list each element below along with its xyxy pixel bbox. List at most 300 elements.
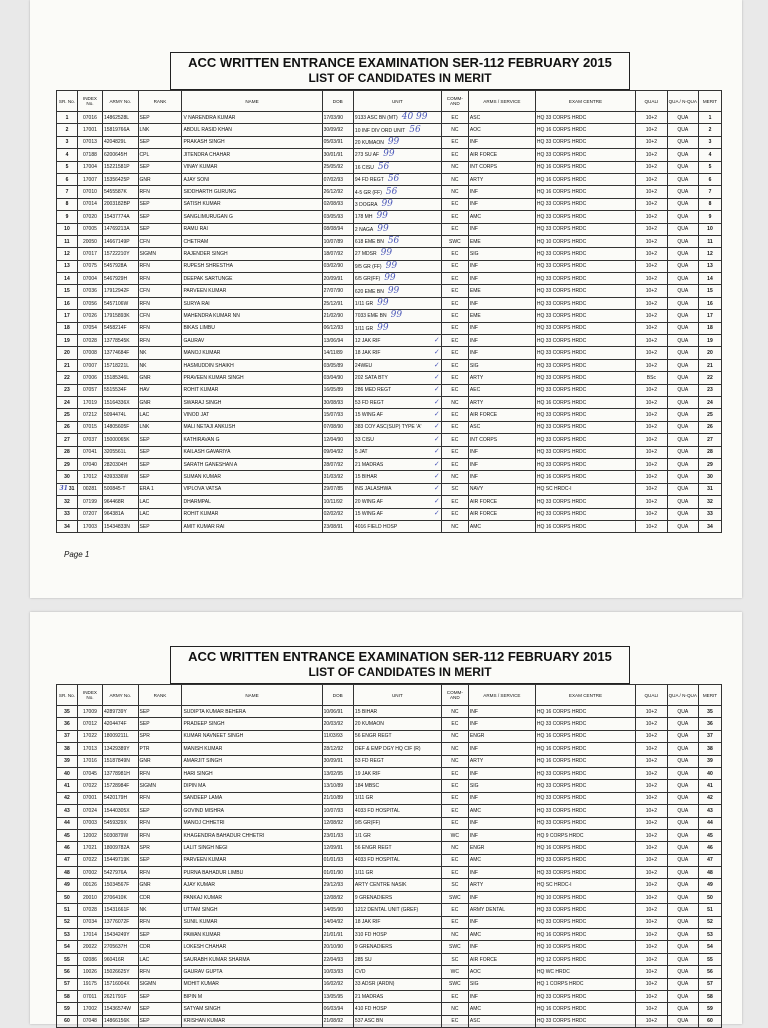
cell-text: SIGMN: [139, 783, 156, 790]
cell-text: SEP: [139, 226, 150, 233]
cell-text: 52: [707, 919, 713, 926]
table-cell: [535, 198, 635, 210]
table-cell: [698, 384, 721, 396]
cell-text: SAURABH KUMAR SHARMA: [183, 956, 250, 963]
table-cell: [138, 186, 182, 198]
cell-text: 16/05/89: [323, 387, 344, 394]
table-cell: [535, 706, 635, 718]
handwritten-mark: 99: [384, 273, 396, 284]
cell-text: 43: [707, 807, 713, 814]
table-cell: [77, 508, 102, 520]
cell-text: SEP: [139, 708, 150, 715]
cell-text: 10+2: [645, 461, 658, 468]
cell-text: ABDUL RASID KHAN: [183, 127, 232, 134]
table-cell: [441, 780, 468, 792]
table-cell: [322, 347, 353, 359]
cell-text: 29: [707, 461, 713, 468]
cell-text: QUA: [677, 981, 689, 988]
table-row: [57, 792, 722, 804]
cell-text: QUA: [677, 708, 689, 715]
table-cell: [182, 471, 322, 483]
tick-mark: ✓: [433, 349, 440, 357]
table-cell: [636, 1015, 667, 1027]
table-cell: [468, 879, 535, 891]
table-cell: [441, 990, 468, 1002]
cell-text: 20/10/90: [323, 944, 344, 951]
cell-text: KAILASH GAVARIYA: [183, 449, 231, 456]
table-cell: [57, 879, 78, 891]
table-cell: [182, 966, 322, 978]
cell-text: 16 CISU: [354, 164, 374, 171]
cell-text: 18 JAK RIF: [354, 350, 381, 357]
cell-text: 53: [707, 931, 713, 938]
cell-text: 27/07/90: [323, 288, 344, 295]
table-cell: [667, 223, 698, 235]
tick-mark: ✓: [433, 485, 440, 493]
table-cell: [535, 161, 635, 173]
table-cell: [535, 285, 635, 297]
table-cell: [698, 767, 721, 779]
cell-text: EME: [469, 238, 481, 245]
cell-text: 14862528L: [104, 114, 130, 121]
tick-mark: ✓: [433, 336, 440, 344]
cell-text: 32: [64, 498, 70, 505]
table-cell: [667, 891, 698, 903]
column-header: MERIT: [698, 91, 721, 112]
table-cell: [636, 767, 667, 779]
table-cell: [353, 198, 441, 210]
cell-text: 49: [707, 882, 713, 889]
cell-text: EME: [469, 312, 481, 319]
cell-text: AIR FORCE: [469, 498, 498, 505]
column-header: UNIT: [353, 685, 441, 706]
table-cell: [77, 273, 102, 285]
table-cell: [182, 508, 322, 520]
table-cell: [667, 966, 698, 978]
cell-text: 1/11 GR: [354, 325, 374, 332]
table-cell: [441, 916, 468, 928]
cell-text: 10+2: [645, 424, 658, 431]
cell-text: 58: [707, 993, 713, 1000]
table-row: [57, 260, 722, 272]
table-cell: [57, 273, 78, 285]
table-cell: [322, 409, 353, 421]
column-header: NAME: [182, 685, 322, 706]
column-header: QUA / N-QUA: [667, 91, 698, 112]
cell-text: 14667149P: [104, 238, 130, 245]
cell-text: RFN: [139, 820, 150, 827]
cell-text: 2 NAGA: [354, 226, 374, 233]
table-cell: [322, 396, 353, 408]
cell-text: INF: [469, 745, 478, 752]
cell-text: 18: [64, 325, 70, 332]
table-row: [57, 285, 722, 297]
cell-text: 07022: [83, 783, 97, 790]
table-cell: [57, 335, 78, 347]
cell-text: QUA: [677, 944, 689, 951]
table-cell: [322, 755, 353, 767]
cell-text: AIR FORCE: [469, 412, 498, 419]
table-cell: [182, 186, 322, 198]
cell-text: HQ 33 CORPS HRDC: [536, 226, 587, 233]
cell-text: 48: [64, 869, 70, 876]
cell-text: 10+2: [645, 362, 658, 369]
cell-text: NC: [451, 127, 459, 134]
cell-text: 02/08/93: [323, 201, 344, 208]
cell-text: 17016: [83, 758, 97, 765]
table-cell: [353, 496, 441, 508]
table-cell: [138, 854, 182, 866]
cell-text: 5458214F: [104, 325, 127, 332]
tick-mark: ✓: [433, 411, 440, 419]
cell-text: SEP: [139, 139, 150, 146]
cell-text: 50: [64, 894, 70, 901]
cell-text: EC: [451, 114, 459, 121]
cell-text: PRADEEP SINGH: [183, 721, 225, 728]
table-cell: [103, 483, 139, 495]
cell-text: AMC: [469, 857, 482, 864]
table-cell: [138, 867, 182, 879]
cell-text: QUA: [677, 387, 689, 394]
cell-text: EC: [451, 337, 459, 344]
cell-text: QUA: [677, 362, 689, 369]
column-header: ARMY No.: [103, 685, 139, 706]
table-cell: [636, 483, 667, 495]
cell-text: 9 GRENADIERS: [354, 944, 393, 951]
table-cell: [103, 198, 139, 210]
table-cell: [57, 173, 78, 185]
cell-text: 17003: [83, 523, 97, 530]
cell-text: 14/11/89: [323, 350, 343, 357]
table-cell: [182, 359, 322, 371]
merit-list-page-2: [30, 612, 742, 1024]
cell-text: NC: [451, 474, 459, 481]
cell-text: 21: [707, 362, 713, 369]
cell-text: HQ 10 CORPS HRDC: [536, 894, 587, 901]
cell-text: 30/08/93: [323, 399, 344, 406]
table-cell: [353, 409, 441, 421]
cell-text: 4: [708, 151, 712, 158]
table-cell: [667, 496, 698, 508]
table-cell: [57, 161, 78, 173]
table-cell: [636, 235, 667, 247]
table-cell: [322, 273, 353, 285]
cell-text: 25/05/92: [323, 164, 344, 171]
cell-text: 10+2: [645, 770, 658, 777]
cell-text: 15437774A: [104, 213, 130, 220]
table-row: [57, 916, 722, 928]
table-cell: [322, 285, 353, 297]
table-cell: [138, 780, 182, 792]
table-cell: [57, 767, 78, 779]
table-cell: [138, 434, 182, 446]
cell-text: 14: [64, 275, 70, 282]
table-cell: [667, 372, 698, 384]
cell-text: 1: [708, 114, 712, 121]
cell-text: 10+2: [645, 919, 658, 926]
table-cell: [57, 260, 78, 272]
table-cell: [698, 706, 721, 718]
table-cell: [468, 792, 535, 804]
table-cell: [182, 780, 322, 792]
cell-text: GNR: [139, 176, 151, 183]
cell-text: 21/02/90: [323, 312, 344, 319]
table-cell: [353, 458, 441, 470]
exam-title: ACC WRITTEN ENTRANCE EXAMINATION SER-112 FEBRUARY 2015: [188, 55, 612, 70]
table-cell: [103, 260, 139, 272]
table-cell: [535, 186, 635, 198]
table-cell: [698, 124, 721, 136]
column-header: ARMS / SERVICE: [468, 685, 535, 706]
cell-text: 17013: [83, 745, 97, 752]
cell-text: BIPIN M: [183, 993, 203, 1000]
cell-text: 16: [64, 300, 70, 307]
cell-text: EC: [451, 213, 459, 220]
cell-text: 10+2: [645, 189, 658, 196]
table-cell: [322, 335, 353, 347]
cell-text: SEP: [139, 436, 150, 443]
cell-text: EC: [451, 424, 459, 431]
table-cell: [698, 161, 721, 173]
table-cell: [698, 471, 721, 483]
table-cell: [698, 446, 721, 458]
cell-text: 23/01/93: [323, 832, 344, 839]
cell-text: 15164336X: [104, 399, 130, 406]
cell-text: HQ 33 CORPS HRDC: [536, 300, 587, 307]
cell-text: 15728984F: [104, 783, 130, 790]
cell-text: 10+2: [645, 844, 658, 851]
table-cell: [322, 767, 353, 779]
cell-text: 10+2: [645, 968, 658, 975]
table-cell: [103, 755, 139, 767]
cell-text: 07001: [83, 795, 97, 802]
cell-text: QUA: [677, 151, 689, 158]
cell-text: 20 KUMAON: [354, 139, 384, 146]
cell-text: 23/08/91: [323, 523, 344, 530]
cell-text: KHAGENDRA BAHADUR CHHETRI: [183, 832, 265, 839]
cell-text: 07014: [83, 201, 97, 208]
cell-text: 10+2: [645, 213, 658, 220]
table-cell: [698, 483, 721, 495]
table-cell: [103, 434, 139, 446]
column-header: QUALI: [636, 91, 667, 112]
cell-text: 48: [707, 869, 713, 876]
cell-text: 56 ENGR REGT: [354, 733, 392, 740]
cell-text: 10+2: [645, 857, 658, 864]
table-cell: [103, 347, 139, 359]
table-cell: [57, 136, 78, 148]
cell-text: JITENDRA CHAHAR: [183, 151, 231, 158]
cell-text: 06/12/93: [323, 325, 344, 332]
cell-text: INF: [469, 201, 478, 208]
cell-text: 20 KUMAON: [354, 721, 384, 728]
table-cell: [468, 990, 535, 1002]
cell-text: 24: [64, 399, 70, 406]
table-cell: [77, 743, 102, 755]
cell-text: 12: [707, 250, 713, 257]
cell-text: AMC: [469, 523, 482, 530]
table-cell: [535, 124, 635, 136]
cell-text: QUA: [677, 226, 689, 233]
cell-text: SEP: [139, 807, 150, 814]
table-cell: [322, 508, 353, 520]
cell-text: SIGMN: [139, 981, 156, 988]
cell-text: HQ 33 CORPS HRDC: [536, 498, 587, 505]
cell-text: 537 ASC BN: [354, 1018, 383, 1025]
cell-text: 46: [64, 844, 70, 851]
table-cell: [667, 842, 698, 854]
table-row: [57, 743, 722, 755]
cell-text: PARVEEN KUMAR: [183, 857, 227, 864]
cell-text: 15034567F: [104, 882, 130, 889]
table-row: [57, 842, 722, 854]
cell-text: HQ 33 CORPS HRDC: [536, 213, 587, 220]
table-cell: [698, 792, 721, 804]
handwritten-mark: 99: [385, 260, 398, 271]
cell-text: QUA: [677, 474, 689, 481]
cell-text: 30/09/92: [323, 127, 344, 134]
table-cell: [353, 904, 441, 916]
cell-text: 10+2: [645, 511, 658, 518]
table-cell: [636, 842, 667, 854]
cell-text: INF: [469, 275, 478, 282]
cell-text: ARTY CENTRE NASIK: [354, 882, 407, 889]
cell-text: 273 SU AF: [354, 152, 380, 159]
table-cell: [77, 990, 102, 1002]
table-cell: [535, 322, 635, 334]
table-cell: [182, 743, 322, 755]
cell-text: 40: [64, 770, 70, 777]
table-cell: [698, 149, 721, 161]
table-cell: [57, 347, 78, 359]
handwritten-mark: 99: [380, 248, 393, 259]
cell-text: 10/07/93: [323, 807, 344, 814]
cell-text: SWC: [449, 238, 461, 245]
cell-text: CHETRAM: [183, 238, 209, 245]
table-cell: [77, 124, 102, 136]
table-cell: [182, 953, 322, 965]
cell-text: RFN: [139, 189, 150, 196]
table-cell: [667, 829, 698, 841]
cell-text: 202 SATA BTY: [354, 374, 388, 381]
cell-text: ARTY: [469, 374, 484, 381]
table-cell: [77, 867, 102, 879]
cell-text: HQ 16 CORPS HRDC: [536, 733, 587, 740]
table-cell: [636, 409, 667, 421]
table-cell: [468, 235, 535, 247]
table-cell: [667, 755, 698, 767]
cell-text: 15221581P: [104, 164, 130, 171]
table-cell: [441, 842, 468, 854]
cell-text: RFN: [139, 968, 150, 975]
cell-text: RFN: [139, 275, 150, 282]
title-box: [170, 52, 630, 90]
cell-text: 960416R: [104, 956, 125, 963]
cell-text: ERA 1: [139, 486, 154, 493]
cell-text: WC: [450, 832, 459, 839]
table-cell: [667, 792, 698, 804]
cell-text: HQ 33 CORPS HRDC: [536, 151, 587, 158]
table-cell: [138, 879, 182, 891]
cell-text: 10+2: [645, 399, 658, 406]
cell-text: SIDDHARTH GURUNG: [183, 189, 237, 196]
cell-text: NC: [451, 164, 459, 171]
table-cell: [353, 780, 441, 792]
cell-text: 10+2: [645, 114, 658, 121]
tick-mark: ✓: [433, 460, 440, 468]
table-row: [57, 322, 722, 334]
table-row: [57, 730, 722, 742]
cell-text: 10/06/91: [323, 708, 344, 715]
cell-text: 15722210Y: [104, 250, 130, 257]
table-cell: [77, 520, 102, 532]
cell-text: 09/04/92: [323, 449, 344, 456]
cell-text: HQ 33 CORPS HRDC: [536, 350, 587, 357]
cell-text: HQ 33 CORPS HRDC: [536, 424, 587, 431]
table-cell: [353, 483, 441, 495]
cell-text: 45: [707, 832, 713, 839]
cell-text: 07007: [83, 362, 97, 369]
table-cell: [103, 805, 139, 817]
cell-text: 44: [64, 820, 70, 827]
cell-text: GNR: [139, 399, 151, 406]
table-cell: [77, 953, 102, 965]
table-cell: [322, 260, 353, 272]
column-header: SR. No.: [57, 91, 78, 112]
table-cell: [441, 854, 468, 866]
table-cell: [182, 483, 322, 495]
table-cell: [535, 458, 635, 470]
cell-text: HQ 16 CORPS HRDC: [536, 399, 587, 406]
cell-text: 56: [707, 968, 713, 975]
table-cell: [182, 198, 322, 210]
cell-text: 1/11 GR: [354, 869, 374, 876]
cell-text: NK: [139, 362, 147, 369]
column-header: NAME: [182, 91, 322, 112]
table-cell: [103, 223, 139, 235]
handwritten-mark: 99: [377, 322, 389, 333]
cell-text: HQ 33 CORPS HRDC: [536, 312, 587, 319]
cell-text: 184 MBSC: [354, 783, 380, 790]
table-cell: [468, 409, 535, 421]
table-row: [57, 211, 722, 223]
table-cell: [77, 767, 102, 779]
cell-text: 07045: [83, 770, 97, 777]
cell-text: HASMUDDIN SHAIKH: [183, 362, 234, 369]
cell-text: ROHIT KUMAR: [183, 387, 219, 394]
table-cell: [353, 941, 441, 953]
cell-text: SPR: [139, 844, 150, 851]
column-header: MERIT: [698, 685, 721, 706]
table-cell: [698, 223, 721, 235]
cell-text: 410 FD HOSP: [354, 1006, 387, 1013]
table-cell: [667, 879, 698, 891]
table-cell: [57, 817, 78, 829]
cell-text: RFN: [139, 300, 150, 307]
cell-text: 02086: [83, 956, 97, 963]
cell-text: HQ 33 CORPS HRDC: [536, 263, 587, 270]
table-cell: [353, 235, 441, 247]
table-cell: [698, 347, 721, 359]
cell-text: GNR: [139, 758, 151, 765]
table-cell: [535, 483, 635, 495]
table-cell: [698, 891, 721, 903]
cell-text: QUA: [677, 288, 689, 295]
table-cell: [698, 1015, 721, 1027]
cell-text: 620 EME BN: [354, 288, 384, 295]
cell-text: HQ 33 CORPS HRDC: [536, 412, 587, 419]
cell-text: 07075: [83, 263, 97, 270]
